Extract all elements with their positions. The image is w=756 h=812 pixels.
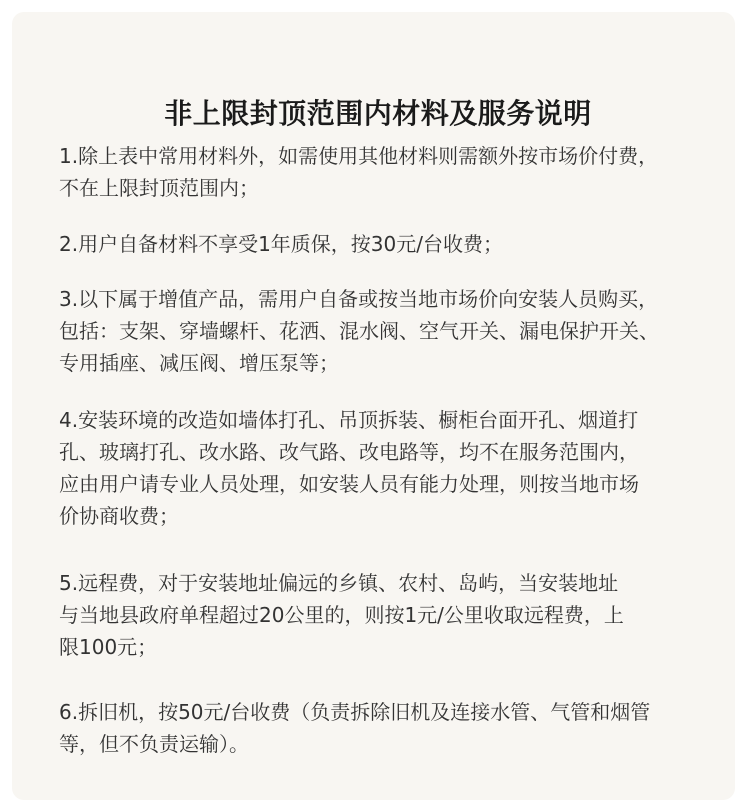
item-line: 应由用户请专业人员处理，如安装人员有能力处理，则按当地市场 [59, 472, 639, 496]
list-item-5 [59, 567, 709, 663]
item-line: 等，但不负责运输）。 [59, 732, 249, 756]
item-line: 6.拆旧机，按50元/台收费（负责拆除旧机及连接水管、气管和烟管 [59, 700, 651, 724]
list-item-4 [59, 404, 709, 532]
list-item-1 [59, 140, 709, 204]
item-line: 限100元； [59, 635, 158, 659]
item-line: 5.远程费，对于安装地址偏远的乡镇、农村、岛屿，当安装地址 [59, 571, 619, 595]
item-line: 2.用户自备材料不享受1年质保，按30元/台收费； [59, 232, 503, 256]
item-line: 专用插座、减压阀、增压泵等； [59, 351, 339, 375]
item-line: 1.除上表中常用材料外，如需使用其他材料则需额外按市场价付费， [59, 144, 659, 168]
list-item-6 [59, 696, 709, 760]
list-item-2 [59, 228, 709, 260]
item-line: 不在上限封顶范围内； [59, 176, 259, 200]
item-line: 与当地县政府单程超过20公里的，则按1元/公里收取远程费，上 [59, 603, 624, 627]
item-line: 4.安装环境的改造如墙体打孔、吊顶拆装、橱柜台面开孔、烟道打 [59, 408, 639, 432]
item-line: 包括：支架、穿墙螺杆、花洒、混水阀、空气开关、漏电保护开关、 [59, 319, 659, 343]
item-line: 价协商收费； [59, 504, 179, 528]
item-line: 3.以下属于增值产品，需用户自备或按当地市场价向安装人员购买， [59, 287, 659, 311]
list-item-3 [59, 283, 709, 379]
item-line: 孔、玻璃打孔、改水路、改气路、改电路等，均不在服务范围内， [59, 440, 639, 464]
page-title: 非上限封顶范围内材料及服务说明 [164, 96, 592, 130]
